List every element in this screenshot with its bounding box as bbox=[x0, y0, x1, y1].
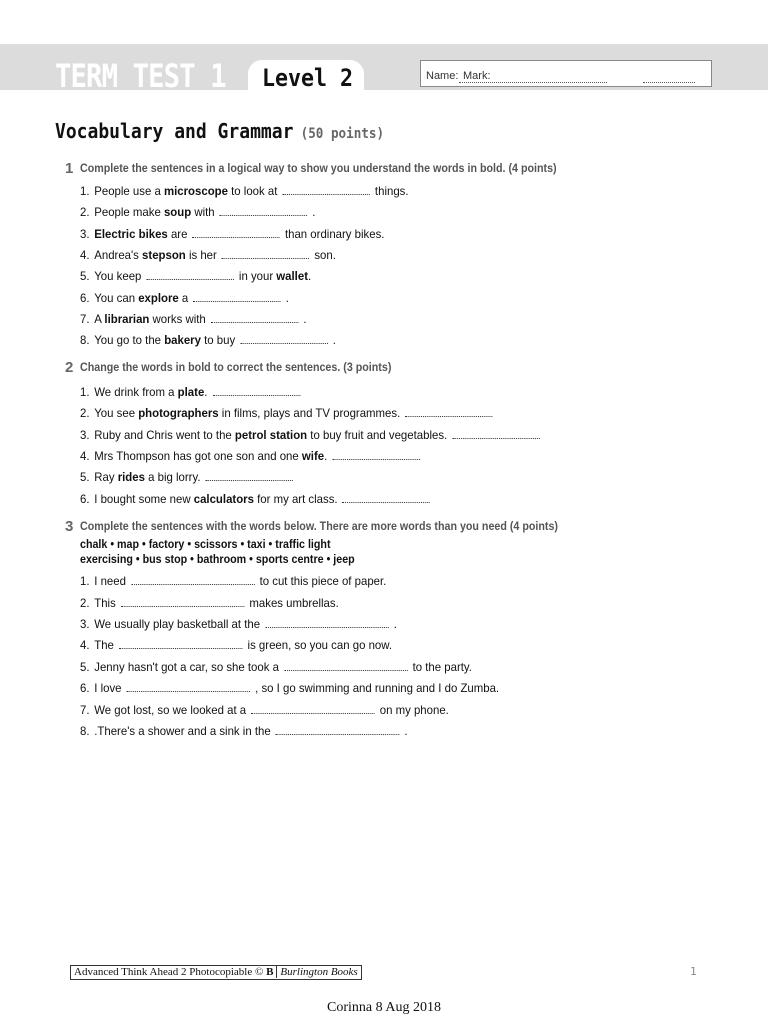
exercise-item: 6. You can explore a . bbox=[80, 291, 289, 305]
question-instruction: Change the words in bold to correct the sentences. (3 points) bbox=[80, 362, 392, 374]
answer-blank[interactable] bbox=[282, 184, 369, 195]
item-number: 4. bbox=[80, 248, 90, 262]
answer-blank[interactable] bbox=[121, 596, 245, 607]
signature: Corinna 8 Aug 2018 bbox=[327, 1000, 441, 1015]
exercise-item: 8. You go to the bakery to buy . bbox=[80, 333, 336, 347]
level-tab bbox=[248, 60, 364, 100]
item-number: 1. bbox=[80, 184, 90, 198]
exercise-item: 2. People make soup with . bbox=[80, 205, 316, 219]
answer-blank[interactable] bbox=[251, 703, 375, 714]
name-field[interactable] bbox=[459, 82, 607, 83]
item-number: 3. bbox=[80, 617, 90, 631]
mark-field[interactable] bbox=[643, 82, 695, 83]
exercise-item: 7. We got lost, so we looked at a on my phone. bbox=[80, 703, 449, 717]
exercise-item: 3. Ruby and Chris went to the petrol station to buy fruit and vegetables. bbox=[80, 428, 542, 442]
word-bank-row: chalk • map • factory • scissors • taxi • traffic light bbox=[80, 539, 331, 551]
item-number: 7. bbox=[80, 703, 90, 717]
exercise-item: 6. I bought some new calculators for my art class. bbox=[80, 492, 432, 506]
exercise-item: 6. I love , so I go swimming and running and I do Zumba. bbox=[80, 681, 500, 695]
exercise-item: 4. The is green, so you can go now. bbox=[80, 638, 393, 652]
name-label: Name: bbox=[426, 70, 459, 82]
answer-blank[interactable] bbox=[265, 617, 389, 628]
level-label: Level 2 bbox=[262, 64, 354, 92]
answer-blank[interactable] bbox=[213, 385, 300, 396]
answer-blank[interactable] bbox=[220, 205, 307, 216]
answer-blank[interactable] bbox=[343, 492, 430, 503]
exercise-item: 1. We drink from a plate. bbox=[80, 385, 302, 399]
item-number: 2. bbox=[80, 205, 90, 219]
exercise-item: 8. .There's a shower and a sink in the . bbox=[80, 724, 408, 738]
copyright-text: Advanced Think Ahead 2 Photocopiable © bbox=[74, 966, 264, 978]
exercise-item: 4. Mrs Thompson has got one son and one wife. bbox=[80, 449, 422, 463]
answer-blank[interactable] bbox=[192, 227, 279, 238]
item-number: 7. bbox=[80, 312, 90, 326]
answer-blank[interactable] bbox=[193, 291, 280, 302]
item-number: 5. bbox=[80, 660, 90, 674]
item-number: 2. bbox=[80, 596, 90, 610]
exercise-item: 7. A librarian works with . bbox=[80, 312, 307, 326]
item-number: 8. bbox=[80, 333, 90, 347]
answer-blank[interactable] bbox=[452, 428, 539, 439]
answer-blank[interactable] bbox=[332, 449, 419, 460]
answer-blank[interactable] bbox=[276, 724, 400, 735]
exercise-item: 1. People use a microscope to look at things. bbox=[80, 184, 409, 198]
brand-name: Burlington Books bbox=[280, 966, 358, 978]
item-number: 1. bbox=[80, 385, 90, 399]
item-number: 8. bbox=[80, 724, 90, 738]
mark-label: Mark: bbox=[463, 70, 491, 82]
section-points: (50 points) bbox=[300, 126, 385, 142]
section-title bbox=[55, 119, 384, 143]
answer-blank[interactable] bbox=[240, 333, 327, 344]
exercise-item: 3. We usually play basketball at the . bbox=[80, 617, 397, 631]
answer-blank[interactable] bbox=[131, 574, 254, 585]
item-number: 3. bbox=[80, 428, 90, 442]
term-test-title: TERM TEST 1 bbox=[55, 57, 226, 95]
question-number: 1 bbox=[65, 160, 74, 177]
answer-blank[interactable] bbox=[284, 660, 407, 671]
item-number: 4. bbox=[80, 449, 90, 463]
answer-blank[interactable] bbox=[146, 269, 233, 280]
answer-blank[interactable] bbox=[211, 312, 298, 323]
item-number: 4. bbox=[80, 638, 90, 652]
item-number: 6. bbox=[80, 681, 90, 695]
page-number: 1 bbox=[690, 965, 697, 978]
exercise-item: 2. This makes umbrellas. bbox=[80, 596, 339, 610]
exercise-item: 4. Andrea's stepson is her son. bbox=[80, 248, 336, 262]
item-number: 5. bbox=[80, 470, 90, 484]
item-number: 6. bbox=[80, 492, 90, 506]
item-number: 1. bbox=[80, 574, 90, 588]
answer-blank[interactable] bbox=[127, 681, 250, 692]
exercise-item: 5. Ray rides a big lorry. bbox=[80, 470, 295, 484]
answer-blank[interactable] bbox=[405, 406, 492, 417]
answer-blank[interactable] bbox=[206, 470, 293, 481]
copyright-box: Advanced Think Ahead 2 Photocopiable © B Burlington Books bbox=[70, 965, 362, 980]
question-instruction: Complete the sentences with the words below. There are more words than you need (4 points) bbox=[80, 521, 558, 533]
answer-blank[interactable] bbox=[119, 638, 243, 649]
item-number: 6. bbox=[80, 291, 90, 305]
item-number: 3. bbox=[80, 227, 90, 241]
section-title-text: Vocabulary and Grammar bbox=[55, 119, 294, 143]
question-instruction: Complete the sentences in a logical way to show you understand the words in bold. (4 points) bbox=[80, 163, 557, 175]
word-bank-row: exercising • bus stop • bathroom • sports centre • jeep bbox=[80, 554, 355, 566]
name-mark-box bbox=[420, 60, 712, 87]
question-number: 2 bbox=[65, 359, 74, 376]
exercise-item: 5. You keep in your wallet. bbox=[80, 269, 312, 283]
answer-blank[interactable] bbox=[222, 248, 309, 259]
exercise-item: 1. I need to cut this piece of paper. bbox=[80, 574, 387, 588]
exercise-item: 3. Electric bikes are than ordinary bikes. bbox=[80, 227, 385, 241]
item-number: 2. bbox=[80, 406, 90, 420]
exercise-item: 2. You see photographers in films, plays and TV programmes. bbox=[80, 406, 495, 420]
question-number: 3 bbox=[65, 518, 74, 535]
exercise-item: 5. Jenny hasn't got a car, so she took a to the party. bbox=[80, 660, 472, 674]
item-number: 5. bbox=[80, 269, 90, 283]
